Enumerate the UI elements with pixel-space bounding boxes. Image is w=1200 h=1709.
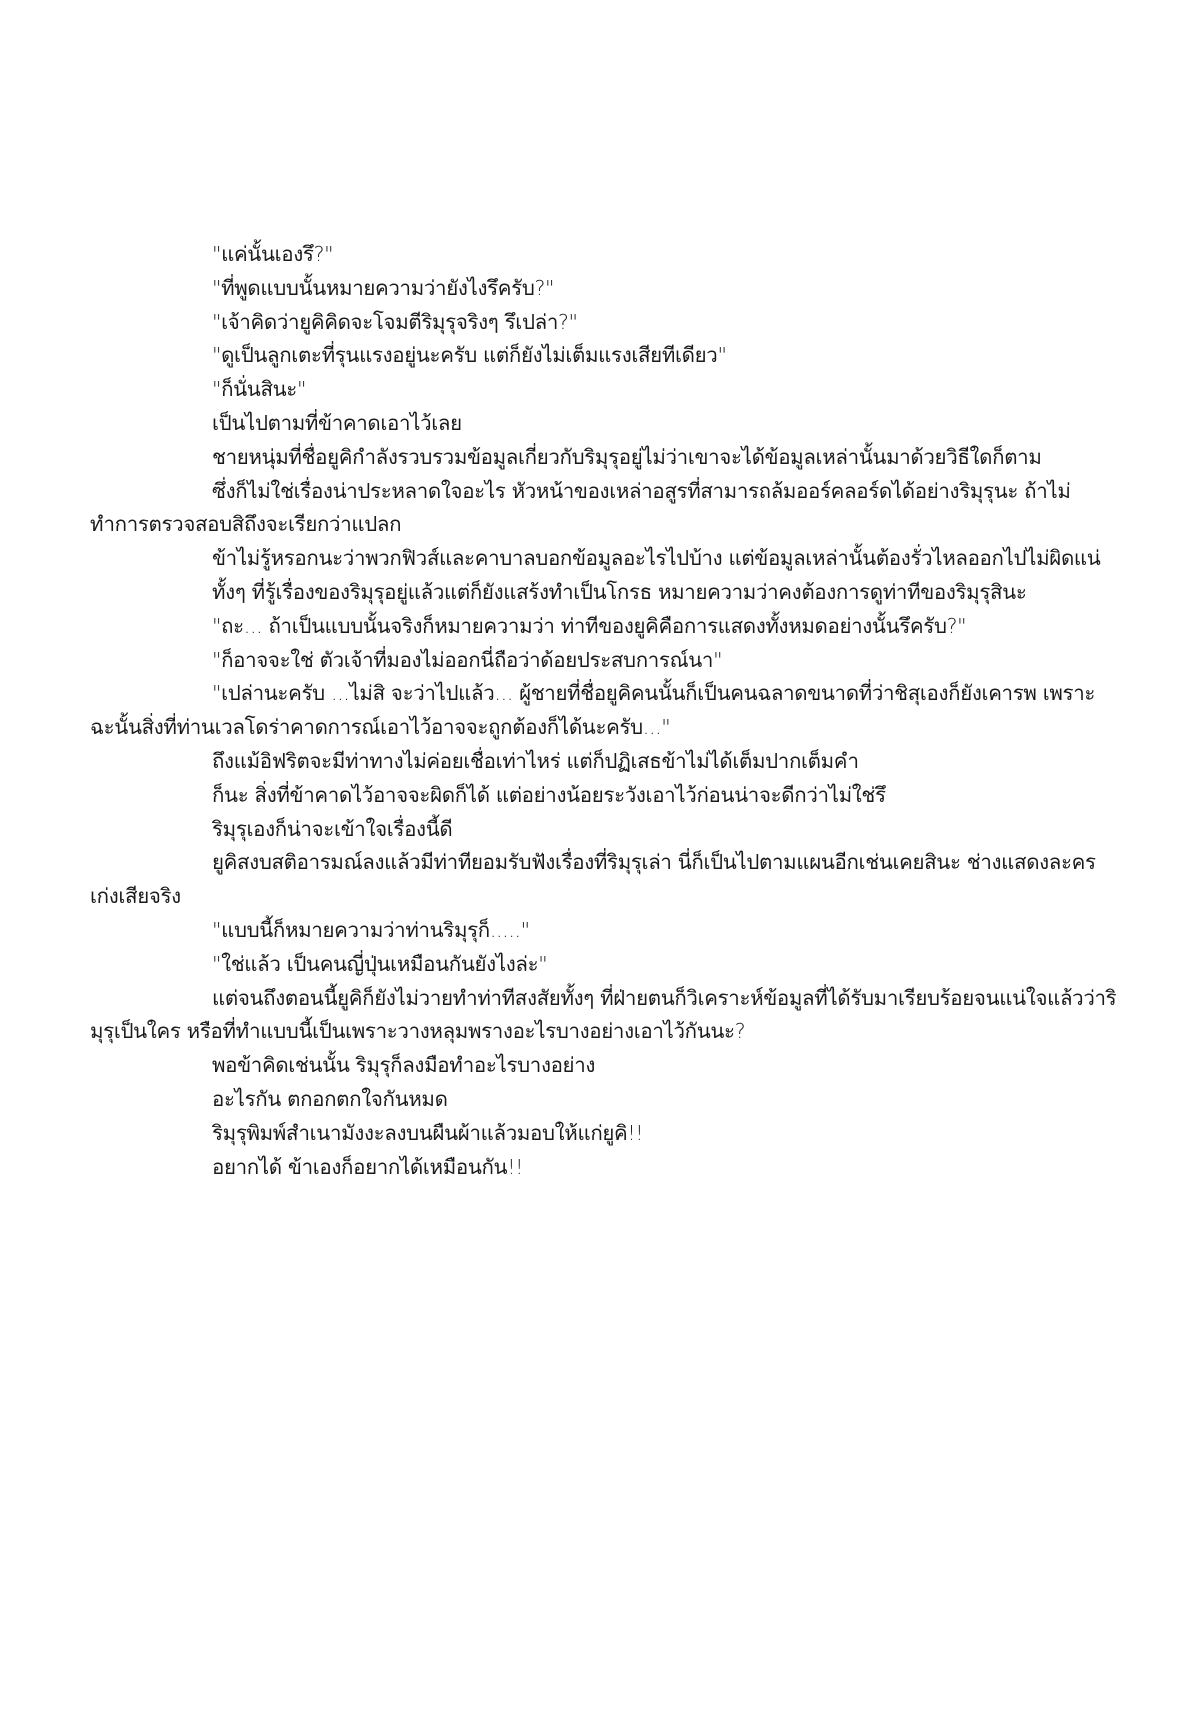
paragraph-9: ข้าไม่รู้หรอกนะว่าพวกฟิวส์และคาบาลบอกข้อมูลอะไรไปบ้าง แต่ข้อมูลเหล่านั้นต้องรั่วไหลออกไปไม่ผิดแน่ bbox=[212, 546, 1101, 571]
paragraph-4: "ดูเป็นลูกเตะที่รุนแรงอยู่นะครับ แต่ก็ยังไม่เต็มแรงเสียทีเดียว" bbox=[212, 343, 727, 368]
paragraph-19: "ใช่แล้ว เป็นคนญี่ปุ่นเหมือนกันยังไงล่ะ" bbox=[212, 951, 548, 976]
paragraph-11: "ถะ... ถ้าเป็นแบบนั้นจริงก็หมายความว่า ท่าทีของยูคิคือการแสดงทั้งหมดอย่างนั้นรึครับ?" bbox=[212, 613, 967, 638]
paragraph-23: ริมุรุพิมพ์สำเนามังงะลงบนผืนผ้าแล้วมอบให้แก่ยูคิ!! bbox=[212, 1120, 644, 1145]
paragraph-14: ถึงแม้อิฟริตจะมีท่าทางไม่ค่อยเชื่อเท่าไหร่ แต่ก็ปฏิเสธข้าไม่ได้เต็มปากเต็มคำ bbox=[212, 748, 859, 773]
text-body bbox=[90, 238, 1120, 1184]
paragraph-24: อยากได้ ข้าเองก็อยากได้เหมือนกัน!! bbox=[212, 1154, 523, 1179]
paragraph-7: ชายหนุ่มที่ชื่อยูคิกำลังรวบรวมข้อมูลเกี่ยวกับริมุรุอยู่ไม่ว่าเขาจะได้ข้อมูลเหล่านั้นมาด้วยวิธีใดก็ตาม bbox=[212, 444, 1042, 469]
paragraph-16: ริมุรุเองก็น่าจะเข้าใจเรื่องนี้ดี bbox=[212, 816, 453, 841]
paragraph-8: ซึ่งก็ไม่ใช่เรื่องน่าประหลาดใจอะไร หัวหน้าของเหล่าอสูรที่สามารถล้มออร์คลอร์ดได้อย่างริมุรุนะ ถ้าไม่ทำการตรวจสอบสิถึงจะเรียกว่าแปลก bbox=[90, 478, 1071, 537]
paragraph-10: ทั้งๆ ที่รู้เรื่องของริมุรุอยู่แล้วแต่ก็ยังแสร้งทำเป็นโกรธ หมายความว่าคงต้องการดูท่าทีของริมุรุสินะ bbox=[212, 579, 1027, 604]
paragraph-20: แต่จนถึงตอนนี้ยูคิก็ยังไม่วายทำท่าทีสงสัยทั้งๆ ที่ฝ่ายตนก็วิเคราะห์ข้อมูลที่ได้รับมาเรียบร้อยจนแน่ใจแล้วว่าริมุรุเป็นใคร หรือที่ทำแบบนี้เป็นเพราะวางหลุมพรางอะไรบางอย่างเอาไว้กันนะ? bbox=[90, 985, 1117, 1044]
paragraph-2: "ที่พูดแบบนั้นหมายความว่ายังไงรึครับ?" bbox=[212, 275, 555, 300]
paragraph-18: "แบบนี้ก็หมายความว่าท่านริมุรุก็....." bbox=[212, 917, 530, 942]
paragraph-1: "แค่นั้นเองรึ?" bbox=[212, 242, 334, 266]
paragraph-13: "เปล่านะครับ ...ไม่สิ จะว่าไปแล้ว... ผู้ชายที่ชื่อยูคิคนนั้นก็เป็นคนฉลาดขนาดที่ว่าชิสุเองก็ยังเคารพ เพราะฉะนั้นสิ่งที่ท่านเวลโดร่าคาดการณ์เอาไว้อาจจะถูกต้องก็ได้นะครับ..." bbox=[90, 681, 1096, 740]
paragraph-15: ก็นะ สิ่งที่ข้าคาดไว้อาจจะผิดก็ได้ แต่อย่างน้อยระวังเอาไว้ก่อนน่าจะดีกว่าไม่ใช่รึ bbox=[212, 782, 886, 807]
paragraph-5: "ก็นั่นสินะ" bbox=[212, 377, 307, 402]
paragraph-21: พอข้าคิดเช่นนั้น ริมุรุก็ลงมือทำอะไรบางอย่าง bbox=[212, 1053, 596, 1078]
paragraph-12: "ก็อาจจะใช่ ตัวเจ้าที่มองไม่ออกนี่ถือว่าด้อยประสบการณ์นา" bbox=[212, 647, 723, 672]
paragraph-6: เป็นไปตามที่ข้าคาดเอาไว้เลย bbox=[212, 410, 462, 435]
paragraph-3: "เจ้าคิดว่ายูคิคิดจะโจมตีริมุรุจริงๆ รึเปล่า?" bbox=[212, 309, 578, 334]
paragraph-17: ยูคิสงบสติอารมณ์ลงแล้วมีท่าทียอมรับฟังเรื่องที่ริมุรุเล่า นี่ก็เป็นไปตามแผนอีกเช่นเคยสินะ ช่างแสดงละครเก่งเสียจริง bbox=[90, 850, 1096, 909]
paragraph-22: อะไรกัน ตกอกตกใจกันหมด bbox=[212, 1086, 448, 1111]
